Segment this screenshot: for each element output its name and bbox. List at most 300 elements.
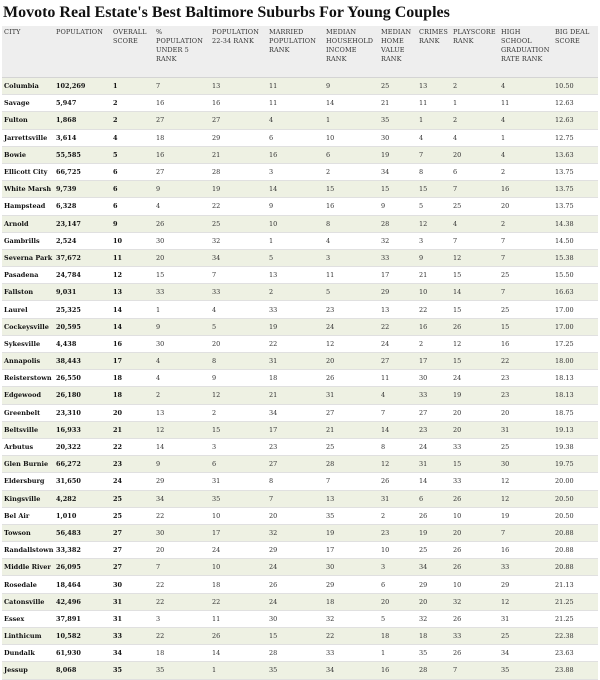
cell-big-deal-score: 14.50 xyxy=(553,232,598,249)
cell-income-rank: 1 xyxy=(324,112,379,129)
cell-crimes-rank: 18 xyxy=(417,628,451,645)
table-row xyxy=(2,559,598,576)
cell-income-rank: 15 xyxy=(324,181,379,198)
cell-home-value-rank: 18 xyxy=(379,628,417,645)
cell-population: 3,614 xyxy=(54,129,111,146)
cell-population: 4,438 xyxy=(54,335,111,352)
cell-pop-22-34-rank: 10 xyxy=(210,559,267,576)
table-row xyxy=(2,301,598,318)
cell-pct-under-5-rank: 16 xyxy=(154,146,210,163)
cell-population: 10,582 xyxy=(54,628,111,645)
cell-home-value-rank: 24 xyxy=(379,335,417,352)
cell-income-rank: 8 xyxy=(324,215,379,232)
cell-home-value-rank: 32 xyxy=(379,232,417,249)
cell-crimes-rank: 12 xyxy=(417,215,451,232)
cell-city: Randallstown xyxy=(2,542,54,559)
cell-playscore-rank: 12 xyxy=(451,249,499,266)
cell-married-rank: 3 xyxy=(267,163,324,180)
cell-city: Dundalk xyxy=(2,645,54,662)
table-row xyxy=(2,576,598,593)
cell-city: Bowie xyxy=(2,146,54,163)
cell-hs-grad-rank: 25 xyxy=(499,438,553,455)
cell-playscore-rank: 26 xyxy=(451,559,499,576)
cell-playscore-rank: 26 xyxy=(451,645,499,662)
cell-pct-under-5-rank: 9 xyxy=(154,318,210,335)
cell-population: 16,933 xyxy=(54,421,111,438)
cell-crimes-rank: 26 xyxy=(417,507,451,524)
cell-home-value-rank: 21 xyxy=(379,95,417,112)
cell-city: Towson xyxy=(2,524,54,541)
cell-population: 102,269 xyxy=(54,78,111,95)
table-row xyxy=(2,370,598,387)
cell-playscore-rank: 26 xyxy=(451,610,499,627)
cell-income-rank: 28 xyxy=(324,456,379,473)
table-row xyxy=(2,318,598,335)
column-header-playscore-rank: PLAYSCORE RANK xyxy=(451,26,499,78)
table-row xyxy=(2,249,598,266)
cell-home-value-rank: 1 xyxy=(379,645,417,662)
cell-married-rank: 4 xyxy=(267,112,324,129)
cell-pct-under-5-rank: 22 xyxy=(154,628,210,645)
cell-income-rank: 10 xyxy=(324,129,379,146)
cell-hs-grad-rank: 25 xyxy=(499,301,553,318)
cell-pop-22-34-rank: 7 xyxy=(210,267,267,284)
cell-hs-grad-rank: 7 xyxy=(499,524,553,541)
cell-home-value-rank: 22 xyxy=(379,318,417,335)
cell-crimes-rank: 29 xyxy=(417,576,451,593)
cell-population: 1,868 xyxy=(54,112,111,129)
cell-crimes-rank: 31 xyxy=(417,456,451,473)
cell-income-rank: 20 xyxy=(324,353,379,370)
cell-hs-grad-rank: 11 xyxy=(499,95,553,112)
cell-big-deal-score: 21.25 xyxy=(553,610,598,627)
cell-city: Ellicott City xyxy=(2,163,54,180)
cell-married-rank: 18 xyxy=(267,370,324,387)
cell-big-deal-score: 13.75 xyxy=(553,198,598,215)
cell-overall-score: 18 xyxy=(111,387,154,404)
cell-home-value-rank: 11 xyxy=(379,370,417,387)
table-row xyxy=(2,662,598,679)
cell-hs-grad-rank: 16 xyxy=(499,335,553,352)
table-row xyxy=(2,524,598,541)
cell-overall-score: 27 xyxy=(111,542,154,559)
cell-population: 26,550 xyxy=(54,370,111,387)
cell-playscore-rank: 15 xyxy=(451,267,499,284)
cell-city: Sykesville xyxy=(2,335,54,352)
cell-playscore-rank: 10 xyxy=(451,507,499,524)
cell-big-deal-score: 19.75 xyxy=(553,456,598,473)
cell-pct-under-5-rank: 12 xyxy=(154,421,210,438)
column-header-crimes-rank: CRIMES RANK xyxy=(417,26,451,78)
cell-home-value-rank: 5 xyxy=(379,610,417,627)
cell-big-deal-score: 23.63 xyxy=(553,645,598,662)
cell-pct-under-5-rank: 16 xyxy=(154,95,210,112)
cell-married-rank: 24 xyxy=(267,593,324,610)
cell-city: Catonsville xyxy=(2,593,54,610)
cell-population: 37,891 xyxy=(54,610,111,627)
cell-crimes-rank: 19 xyxy=(417,524,451,541)
cell-population: 42,496 xyxy=(54,593,111,610)
table-row xyxy=(2,181,598,198)
cell-married-rank: 17 xyxy=(267,421,324,438)
cell-pop-22-34-rank: 19 xyxy=(210,181,267,198)
cell-city: Kingsville xyxy=(2,490,54,507)
cell-married-rank: 30 xyxy=(267,610,324,627)
cell-home-value-rank: 35 xyxy=(379,112,417,129)
cell-big-deal-score: 16.63 xyxy=(553,284,598,301)
cell-overall-score: 21 xyxy=(111,421,154,438)
cell-population: 8,068 xyxy=(54,662,111,679)
cell-crimes-rank: 21 xyxy=(417,267,451,284)
cell-big-deal-score: 13.63 xyxy=(553,146,598,163)
cell-population: 2,524 xyxy=(54,232,111,249)
cell-income-rank: 34 xyxy=(324,662,379,679)
cell-city: Arnold xyxy=(2,215,54,232)
cell-home-value-rank: 6 xyxy=(379,576,417,593)
cell-pct-under-5-rank: 14 xyxy=(154,438,210,455)
cell-playscore-rank: 20 xyxy=(451,146,499,163)
cell-crimes-rank: 10 xyxy=(417,284,451,301)
table-row xyxy=(2,628,598,645)
cell-overall-score: 31 xyxy=(111,610,154,627)
cell-big-deal-score: 13.75 xyxy=(553,163,598,180)
cell-pop-22-34-rank: 17 xyxy=(210,524,267,541)
cell-pop-22-34-rank: 5 xyxy=(210,318,267,335)
cell-married-rank: 15 xyxy=(267,628,324,645)
cell-big-deal-score: 21.13 xyxy=(553,576,598,593)
cell-big-deal-score: 12.63 xyxy=(553,95,598,112)
cell-crimes-rank: 6 xyxy=(417,490,451,507)
cell-pct-under-5-rank: 3 xyxy=(154,610,210,627)
cell-overall-score: 6 xyxy=(111,181,154,198)
cell-overall-score: 14 xyxy=(111,318,154,335)
cell-crimes-rank: 15 xyxy=(417,181,451,198)
cell-playscore-rank: 7 xyxy=(451,662,499,679)
cell-married-rank: 9 xyxy=(267,198,324,215)
cell-overall-score: 35 xyxy=(111,662,154,679)
cell-pct-under-5-rank: 7 xyxy=(154,78,210,95)
cell-pct-under-5-rank: 30 xyxy=(154,232,210,249)
table-row xyxy=(2,163,598,180)
cell-overall-score: 22 xyxy=(111,438,154,455)
cell-playscore-rank: 12 xyxy=(451,335,499,352)
cell-income-rank: 14 xyxy=(324,95,379,112)
cell-playscore-rank: 2 xyxy=(451,78,499,95)
cell-overall-score: 25 xyxy=(111,490,154,507)
cell-playscore-rank: 32 xyxy=(451,593,499,610)
table-row xyxy=(2,404,598,421)
cell-playscore-rank: 1 xyxy=(451,95,499,112)
cell-big-deal-score: 12.63 xyxy=(553,112,598,129)
cell-pop-22-34-rank: 21 xyxy=(210,146,267,163)
cell-home-value-rank: 9 xyxy=(379,198,417,215)
cell-pop-22-34-rank: 22 xyxy=(210,593,267,610)
cell-pct-under-5-rank: 9 xyxy=(154,456,210,473)
cell-married-rank: 35 xyxy=(267,662,324,679)
cell-playscore-rank: 26 xyxy=(451,318,499,335)
cell-crimes-rank: 7 xyxy=(417,146,451,163)
cell-big-deal-score: 18.75 xyxy=(553,404,598,421)
cell-married-rank: 24 xyxy=(267,559,324,576)
cell-hs-grad-rank: 16 xyxy=(499,542,553,559)
table-row xyxy=(2,610,598,627)
table-row xyxy=(2,112,598,129)
cell-population: 37,672 xyxy=(54,249,111,266)
cell-pop-22-34-rank: 16 xyxy=(210,95,267,112)
cell-city: Annapolis xyxy=(2,353,54,370)
cell-big-deal-score: 17.00 xyxy=(553,318,598,335)
cell-home-value-rank: 33 xyxy=(379,249,417,266)
cell-income-rank: 4 xyxy=(324,232,379,249)
cell-pop-22-34-rank: 25 xyxy=(210,215,267,232)
cell-playscore-rank: 24 xyxy=(451,370,499,387)
cell-population: 18,464 xyxy=(54,576,111,593)
cell-overall-score: 34 xyxy=(111,645,154,662)
cell-home-value-rank: 25 xyxy=(379,78,417,95)
cell-big-deal-score: 17.25 xyxy=(553,335,598,352)
cell-population: 25,325 xyxy=(54,301,111,318)
cell-income-rank: 18 xyxy=(324,593,379,610)
table-row xyxy=(2,95,598,112)
cell-pop-22-34-rank: 10 xyxy=(210,507,267,524)
cell-pct-under-5-rank: 4 xyxy=(154,370,210,387)
cell-overall-score: 1 xyxy=(111,78,154,95)
cell-city: Pasadena xyxy=(2,267,54,284)
cell-pct-under-5-rank: 26 xyxy=(154,215,210,232)
cell-married-rank: 27 xyxy=(267,456,324,473)
cell-home-value-rank: 26 xyxy=(379,473,417,490)
cell-married-rank: 23 xyxy=(267,438,324,455)
cell-income-rank: 33 xyxy=(324,645,379,662)
cell-playscore-rank: 4 xyxy=(451,129,499,146)
cell-married-rank: 7 xyxy=(267,490,324,507)
cell-pct-under-5-rank: 4 xyxy=(154,353,210,370)
cell-income-rank: 3 xyxy=(324,249,379,266)
cell-big-deal-score: 21.25 xyxy=(553,593,598,610)
table-row xyxy=(2,353,598,370)
cell-population: 23,310 xyxy=(54,404,111,421)
cell-home-value-rank: 14 xyxy=(379,421,417,438)
table-row xyxy=(2,335,598,352)
cell-city: Jessup xyxy=(2,662,54,679)
cell-big-deal-score: 18.13 xyxy=(553,370,598,387)
cell-hs-grad-rank: 33 xyxy=(499,559,553,576)
cell-married-rank: 22 xyxy=(267,335,324,352)
cell-crimes-rank: 24 xyxy=(417,438,451,455)
cell-income-rank: 35 xyxy=(324,507,379,524)
cell-crimes-rank: 11 xyxy=(417,95,451,112)
cell-home-value-rank: 23 xyxy=(379,524,417,541)
cell-playscore-rank: 25 xyxy=(451,198,499,215)
cell-overall-score: 12 xyxy=(111,267,154,284)
cell-crimes-rank: 4 xyxy=(417,129,451,146)
cell-hs-grad-rank: 12 xyxy=(499,473,553,490)
cell-overall-score: 6 xyxy=(111,198,154,215)
cell-pop-22-34-rank: 35 xyxy=(210,490,267,507)
cell-overall-score: 27 xyxy=(111,524,154,541)
cell-pct-under-5-rank: 22 xyxy=(154,576,210,593)
cell-married-rank: 11 xyxy=(267,95,324,112)
cell-married-rank: 33 xyxy=(267,301,324,318)
cell-married-rank: 20 xyxy=(267,507,324,524)
column-header-married-rank: MARRIED POPULATION RANK xyxy=(267,26,324,78)
cell-crimes-rank: 32 xyxy=(417,610,451,627)
cell-big-deal-score: 12.75 xyxy=(553,129,598,146)
column-header-hs-grad-rank: HIGH SCHOOL GRADUATION RATE RANK xyxy=(499,26,553,78)
cell-hs-grad-rank: 25 xyxy=(499,628,553,645)
cell-home-value-rank: 15 xyxy=(379,181,417,198)
table-row xyxy=(2,421,598,438)
cell-pop-22-34-rank: 8 xyxy=(210,353,267,370)
cell-hs-grad-rank: 12 xyxy=(499,490,553,507)
cell-playscore-rank: 6 xyxy=(451,163,499,180)
cell-pct-under-5-rank: 4 xyxy=(154,198,210,215)
cell-hs-grad-rank: 20 xyxy=(499,198,553,215)
cell-pop-22-34-rank: 28 xyxy=(210,163,267,180)
cell-hs-grad-rank: 29 xyxy=(499,576,553,593)
cell-pop-22-34-rank: 31 xyxy=(210,473,267,490)
cell-playscore-rank: 15 xyxy=(451,456,499,473)
cell-income-rank: 30 xyxy=(324,559,379,576)
cell-playscore-rank: 10 xyxy=(451,576,499,593)
cell-overall-score: 5 xyxy=(111,146,154,163)
cell-playscore-rank: 20 xyxy=(451,404,499,421)
cell-population: 55,585 xyxy=(54,146,111,163)
cell-overall-score: 4 xyxy=(111,129,154,146)
cell-hs-grad-rank: 1 xyxy=(499,129,553,146)
cell-crimes-rank: 1 xyxy=(417,112,451,129)
cell-income-rank: 5 xyxy=(324,284,379,301)
cell-pop-22-34-rank: 2 xyxy=(210,404,267,421)
cell-home-value-rank: 17 xyxy=(379,267,417,284)
cell-overall-score: 33 xyxy=(111,628,154,645)
cell-hs-grad-rank: 15 xyxy=(499,318,553,335)
cell-big-deal-score: 23.88 xyxy=(553,662,598,679)
table-row xyxy=(2,267,598,284)
cell-pop-22-34-rank: 15 xyxy=(210,421,267,438)
column-header-big-deal-score: BIG DEAL SCORE xyxy=(553,26,598,78)
table-row xyxy=(2,490,598,507)
cell-married-rank: 32 xyxy=(267,524,324,541)
cell-income-rank: 7 xyxy=(324,473,379,490)
cell-married-rank: 16 xyxy=(267,146,324,163)
cell-pct-under-5-rank: 1 xyxy=(154,301,210,318)
table-row xyxy=(2,129,598,146)
column-header-pop-22-34-rank: POPULATION 22-34 RANK xyxy=(210,26,267,78)
cell-big-deal-score: 13.75 xyxy=(553,181,598,198)
cell-income-rank: 27 xyxy=(324,404,379,421)
cell-city: Beltsville xyxy=(2,421,54,438)
cell-hs-grad-rank: 4 xyxy=(499,146,553,163)
cell-income-rank: 11 xyxy=(324,267,379,284)
cell-playscore-rank: 4 xyxy=(451,215,499,232)
cell-pop-22-34-rank: 4 xyxy=(210,301,267,318)
cell-crimes-rank: 28 xyxy=(417,662,451,679)
cell-hs-grad-rank: 25 xyxy=(499,267,553,284)
cell-married-rank: 11 xyxy=(267,78,324,95)
cell-crimes-rank: 16 xyxy=(417,318,451,335)
cell-married-rank: 31 xyxy=(267,353,324,370)
cell-income-rank: 6 xyxy=(324,146,379,163)
cell-big-deal-score: 19.38 xyxy=(553,438,598,455)
cell-home-value-rank: 19 xyxy=(379,146,417,163)
cell-income-rank: 9 xyxy=(324,78,379,95)
cell-married-rank: 14 xyxy=(267,181,324,198)
cell-hs-grad-rank: 23 xyxy=(499,387,553,404)
cell-overall-score: 30 xyxy=(111,576,154,593)
cell-big-deal-score: 19.13 xyxy=(553,421,598,438)
cell-city: Bel Air xyxy=(2,507,54,524)
cell-pct-under-5-rank: 33 xyxy=(154,284,210,301)
cell-big-deal-score: 17.00 xyxy=(553,301,598,318)
cell-income-rank: 13 xyxy=(324,490,379,507)
cell-overall-score: 10 xyxy=(111,232,154,249)
cell-hs-grad-rank: 23 xyxy=(499,370,553,387)
cell-pct-under-5-rank: 29 xyxy=(154,473,210,490)
cell-income-rank: 16 xyxy=(324,198,379,215)
cell-population: 4,282 xyxy=(54,490,111,507)
cell-pct-under-5-rank: 18 xyxy=(154,645,210,662)
cell-pct-under-5-rank: 30 xyxy=(154,335,210,352)
cell-population: 23,147 xyxy=(54,215,111,232)
cell-big-deal-score: 18.00 xyxy=(553,353,598,370)
cell-overall-score: 27 xyxy=(111,559,154,576)
cell-population: 20,595 xyxy=(54,318,111,335)
cell-pop-22-34-rank: 12 xyxy=(210,387,267,404)
table-row xyxy=(2,456,598,473)
cell-income-rank: 31 xyxy=(324,387,379,404)
table-row xyxy=(2,645,598,662)
cell-playscore-rank: 33 xyxy=(451,628,499,645)
cell-pop-22-34-rank: 14 xyxy=(210,645,267,662)
column-header-income-rank: MEDIAN HOUSEHOLD INCOME RANK xyxy=(324,26,379,78)
cell-overall-score: 11 xyxy=(111,249,154,266)
cell-pct-under-5-rank: 35 xyxy=(154,662,210,679)
cell-crimes-rank: 14 xyxy=(417,473,451,490)
cell-pct-under-5-rank: 20 xyxy=(154,542,210,559)
cell-pct-under-5-rank: 27 xyxy=(154,163,210,180)
cell-city: White Marsh xyxy=(2,181,54,198)
cell-population: 31,650 xyxy=(54,473,111,490)
cell-overall-score: 31 xyxy=(111,593,154,610)
cell-crimes-rank: 34 xyxy=(417,559,451,576)
cell-overall-score: 13 xyxy=(111,284,154,301)
cell-pct-under-5-rank: 30 xyxy=(154,524,210,541)
cell-crimes-rank: 30 xyxy=(417,370,451,387)
cell-pct-under-5-rank: 27 xyxy=(154,112,210,129)
cell-city: Rosedale xyxy=(2,576,54,593)
cell-hs-grad-rank: 7 xyxy=(499,249,553,266)
table-row xyxy=(2,284,598,301)
cell-city: Middle River xyxy=(2,559,54,576)
cell-married-rank: 5 xyxy=(267,249,324,266)
cell-crimes-rank: 17 xyxy=(417,353,451,370)
cell-pct-under-5-rank: 13 xyxy=(154,404,210,421)
cell-big-deal-score: 14.38 xyxy=(553,215,598,232)
cell-income-rank: 26 xyxy=(324,370,379,387)
cell-population: 9,739 xyxy=(54,181,111,198)
cell-city: Essex xyxy=(2,610,54,627)
cell-crimes-rank: 23 xyxy=(417,421,451,438)
cell-big-deal-score: 20.00 xyxy=(553,473,598,490)
cell-crimes-rank: 9 xyxy=(417,249,451,266)
table-row xyxy=(2,146,598,163)
cell-playscore-rank: 33 xyxy=(451,438,499,455)
cell-pct-under-5-rank: 22 xyxy=(154,507,210,524)
cell-playscore-rank: 20 xyxy=(451,524,499,541)
cell-city: Severna Park xyxy=(2,249,54,266)
cell-overall-score: 20 xyxy=(111,404,154,421)
